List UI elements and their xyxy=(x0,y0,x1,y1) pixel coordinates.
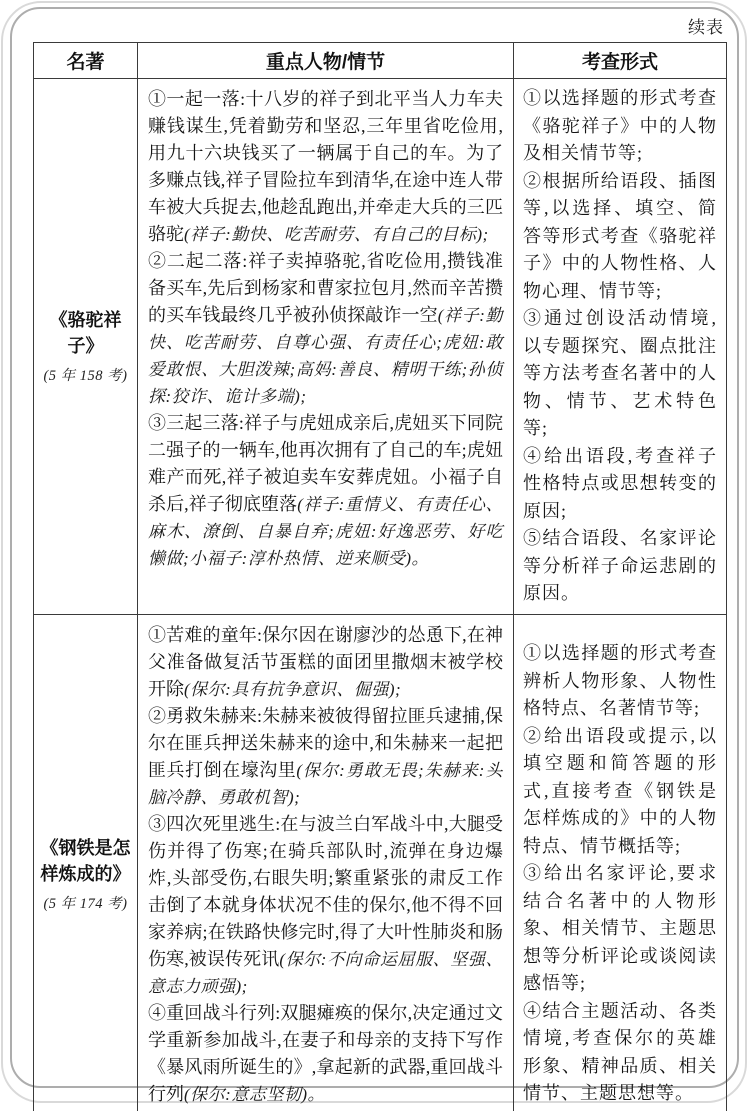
paragraph xyxy=(523,443,717,526)
exam-count-badge: (5 年 174 考) xyxy=(43,896,128,912)
paragraph xyxy=(523,85,717,168)
paragraph xyxy=(148,811,503,1000)
continued-table-label: 续表 xyxy=(688,18,724,37)
paragraph xyxy=(523,168,717,306)
plot-cell xyxy=(138,614,514,1111)
paragraph xyxy=(523,998,717,1108)
paragraph xyxy=(148,86,503,248)
book-title-cell xyxy=(34,79,138,615)
character-trait-note: (保尔:意志坚韧)。 xyxy=(184,1084,325,1104)
plot-text: ③四次死里逃生:在与波兰白军战斗中,大腿受伤并得了伤寒;在骑兵部队时,流弹在身边爆炸,头部受伤,右眼失明;繁重紧张的肃反工作击倒了本就身体状况不佳的保尔,他不得不回家养病;在铁路快修完时,得了大叶性肺炎和肠伤寒,被误传死讯 xyxy=(148,813,503,969)
famous-works-table xyxy=(33,42,727,1111)
paragraph xyxy=(148,703,503,811)
exam-format-cell xyxy=(514,614,727,1111)
book-title-cell xyxy=(34,614,138,1111)
paragraph xyxy=(148,1000,503,1108)
plot-text: ②二起二落:祥子卖掉骆驼,省吃俭用,攒钱准备买车,先后到杨家和曹家拉包月,然而辛苦攒的买车钱最终几乎被孙侦探敲诈一空 xyxy=(148,251,503,325)
character-trait-note: (祥子:重情义、有责任心、麻木、潦倒、自暴自弃;虎妞:好逸恶劳、好吃懒做;小福子:淳朴热情、逆来顺受)。 xyxy=(148,495,503,568)
plot-text: ④重回战斗行列:双腿瘫痪的保尔,决定通过文学重新参加战斗,在妻子和母亲的支持下写作《暴风雨所诞生的》,拿起新的武器,重回战斗行列 xyxy=(148,1002,503,1104)
character-trait-note: (保尔:不向命运屈服、坚强、意志力顽强); xyxy=(148,949,503,996)
character-trait-note: (保尔:具有抗争意识、倔强); xyxy=(184,679,402,699)
header-cell-exam: 考查形式 xyxy=(514,43,727,79)
exam-format-cell xyxy=(514,79,727,615)
paragraph xyxy=(148,248,503,410)
plot-text: ④结合主题活动、各类情境,考查保尔的英雄形象、精神品质、相关情节、主题思想等。 xyxy=(523,1000,717,1104)
paragraph xyxy=(523,860,717,998)
plot-text: ②给出语段或提示,以填空题和简答题的形式,直接考查《钢铁是怎样炼成的》中的人物特点、情节概括等; xyxy=(523,725,717,856)
plot-text: ①一起一落:十八岁的祥子到北平当人力车夫赚钱谋生,凭着勤劳和坚忍,三年里省吃俭用,用九十六块钱买了一辆属于自己的车。为了多赚点钱,祥子冒险拉车到清华,在途中连人带车被大兵捉去,他趁乱跑出,并牵走大兵的三匹骆驼 xyxy=(148,89,503,244)
plot-cell xyxy=(138,79,514,615)
plot-text: ②勇救朱赫来:朱赫来被彼得留拉匪兵逮捕,保尔在匪兵押送朱赫来的途中,和朱赫来一起把匪兵打倒在壕沟里 xyxy=(148,705,503,780)
plot-text: ②根据所给语段、插图等,以选择、填空、简答等形式考查《骆驼祥子》中的人物性格、人物心理、情节等; xyxy=(523,170,717,301)
paragraph xyxy=(523,640,717,723)
plot-text: ④给出语段,考查祥子性格特点或思想转变的原因; xyxy=(523,445,717,521)
book-title: 《骆驼祥子》 xyxy=(49,310,122,357)
table-row-luotuo-xiangzi xyxy=(34,79,727,615)
plot-text: ①以选择题的形式考查辨析人物形象、人物性格特点、名著情节等; xyxy=(523,643,717,719)
header-row xyxy=(34,43,727,79)
paragraph xyxy=(148,410,503,572)
plot-text: ⑤结合语段、名家评论等分析祥子命运悲剧的原因。 xyxy=(523,528,717,603)
plot-text: ③给出名家评论,要求结合名著中的人物形象、相关情节、主题思想等分析评论或谈阅读感悟等; xyxy=(523,863,717,994)
character-trait-note: (祥子:勤快、吃苦耐劳、有自己的目标); xyxy=(184,225,489,244)
paragraph xyxy=(523,723,717,861)
header-cell-plot: 重点人物/情节 xyxy=(138,43,514,79)
plot-text: ①以选择题的形式考查《骆驼祥子》中的人物及相关情节等; xyxy=(523,88,717,163)
plot-text: ③通过创设活动情境,以专题探究、圈点批注等方法考查名著中的人物、情节、艺术特色等; xyxy=(523,308,717,438)
book-title: 《钢铁是怎样炼成的》 xyxy=(40,838,131,884)
paragraph xyxy=(523,525,717,608)
plot-text: ①苦难的童年:保尔因在谢廖沙的怂恿下,在神父准备做复活节蛋糕的面团里撒烟末被学校开除 xyxy=(148,624,503,699)
plot-text: ③三起三落:祥子与虎妞成亲后,虎妞买下同院二强子的一辆车,他再次拥有了自己的车;虎妞难产而死,祥子被迫卖车安葬虎妞。小福子自杀后,祥子彻底堕落 xyxy=(148,413,503,514)
table-row-gangtie xyxy=(34,614,727,1111)
header-cell-title: 名著 xyxy=(34,43,138,79)
character-trait-note: (祥子:勤快、吃苦耐劳、自尊心强、有责任心;虎妞:敢爱敢恨、大胆泼辣;高妈:善良、精明干练;孙侦探:狡诈、诡计多端); xyxy=(148,306,504,406)
character-trait-note: (保尔:勇敢无畏;朱赫来:头脑冷静、勇敢机智); xyxy=(148,760,503,807)
paragraph xyxy=(148,622,503,703)
exam-count-badge: (5 年 158 考) xyxy=(43,368,128,385)
paragraph xyxy=(523,305,717,443)
